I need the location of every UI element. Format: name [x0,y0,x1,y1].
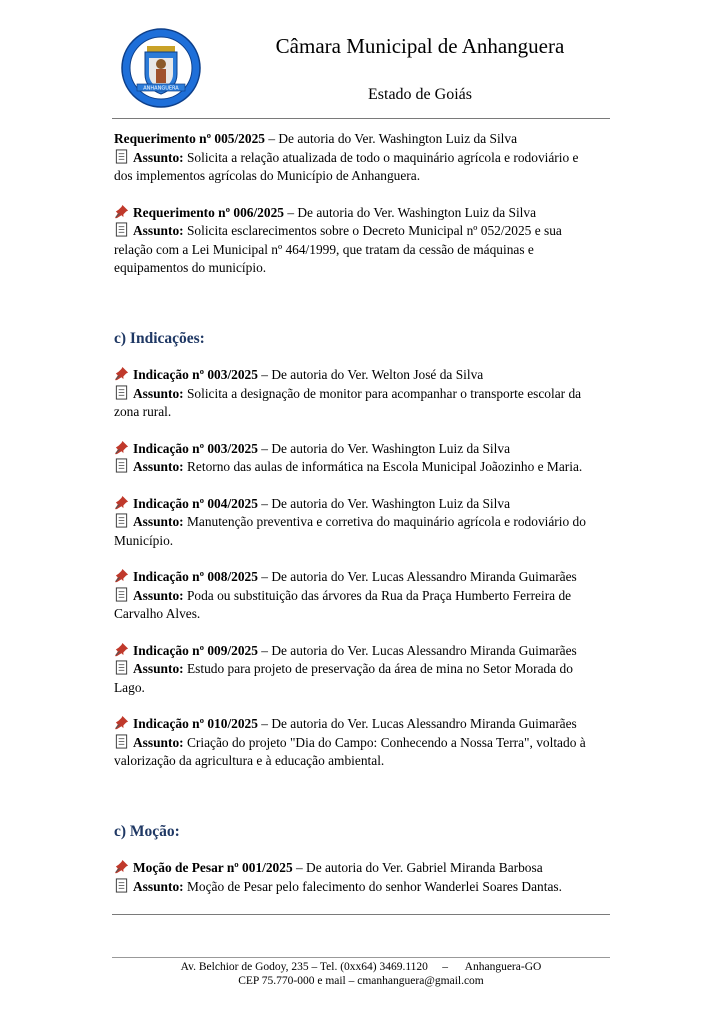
item-author: – De autoria do Ver. Lucas Alessandro Miranda Guimarães [257,642,577,658]
item-title: Requerimento nº 005/2025 [114,131,265,146]
item-author: – De autoria do Ver. Lucas Alessandro Miranda Guimarães [257,716,577,731]
subject-label: Assunto: [133,223,184,238]
page-icon [114,513,129,528]
subject-text: Carvalho Alves. [114,606,201,621]
document-body [114,130,634,896]
pushpin-icon [114,495,129,510]
subject-text: relação com a Lei Municipal nº 464/1999, que tratam da cessão de máquinas e [114,241,534,257]
page-footer [112,960,610,988]
item-title: Indicação nº 008/2025 [133,569,258,584]
state-subtitle: Estado de Goiás [368,86,472,103]
pushpin-icon [114,859,129,874]
pushpin-icon [114,642,129,657]
pushpin-icon [114,568,129,583]
indicacao-item [114,366,634,422]
page-icon [114,660,129,675]
page-icon [114,734,129,749]
indicacao-item [114,642,634,698]
content-end-divider [112,914,610,915]
subject-label: Assunto: [133,514,184,529]
item-title: Moção de Pesar nº 001/2025 [133,860,293,875]
mocao-item [114,859,634,896]
page-icon [114,878,129,893]
subject-label: Assunto: [133,661,184,676]
section-heading-mocao: c) Moção: [114,822,180,840]
subject-text: Moção de Pesar pelo falecimento do senhor Wanderlei Soares Dantas. [186,878,562,894]
item-title: Indicação nº 010/2025 [133,716,258,731]
subject-text: zona rural. [114,404,172,419]
item-title: Indicação nº 004/2025 [133,495,258,511]
pushpin-icon [114,440,129,455]
subject-label: Assunto: [133,878,184,894]
subject-label: Assunto: [133,385,184,401]
pushpin-icon [114,366,129,381]
subject-text: equipamentos do município. [114,260,267,275]
subject-text: Estudo para projeto de preservação da área de mina no Setor Morada do [186,661,573,676]
subject-text: Solicita esclarecimentos sobre o Decreto Municipal nº 052/2025 e sua [186,223,562,238]
municipal-seal-logo [121,28,201,108]
page-icon [114,587,129,602]
item-title: Requerimento nº 006/2025 [133,204,284,220]
page-icon [114,149,129,164]
item-author: – De autoria do Ver. Washington Luiz da Silva [257,495,511,511]
item-title: Indicação nº 003/2025 [133,367,258,382]
subject-text: Solicita a designação de monitor para acompanhar o transporte escolar da [186,385,582,401]
item-title: Indicação nº 009/2025 [133,642,258,658]
subject-label: Assunto: [133,459,184,474]
footer-divider [112,957,610,958]
item-author: – De autoria do Ver. Washington Luiz da Silva [264,131,518,146]
indicacao-item [114,568,634,624]
item-author: – De autoria do Ver. Washington Luiz da Silva [257,440,511,456]
subject-text: Retorno das aulas de informática na Escola Municipal Joãozinho e Maria. [186,459,583,474]
subject-text: Criação do projeto "Dia do Campo: Conhecendo a Nossa Terra", voltado à [186,734,586,750]
requerimento-item [114,130,634,186]
subject-text: Manutenção preventiva e corretiva do maquinário agrícola e rodoviário do [186,514,586,529]
indicacao-item [114,440,634,477]
institution-title: Câmara Municipal de Anhanguera [275,34,565,58]
item-author: – De autoria do Ver. Gabriel Miranda Barbosa [292,860,543,875]
seal-banner-text: ANHANGUERA [143,85,179,92]
footer-contact: CEP 75.770-000 e mail – cmanhanguera@gmail.com [238,975,484,987]
page-icon [114,222,129,237]
subject-text: dos implementos agrícolas do Município de Anhanguera. [114,168,421,183]
section-heading-indicacoes: c) Indicações: [114,329,205,347]
subject-label: Assunto: [133,149,184,165]
page-icon [114,458,129,473]
item-author: – De autoria do Ver. Lucas Alessandro Miranda Guimarães [257,569,577,584]
indicacao-item [114,495,634,551]
pushpin-icon [114,204,129,219]
header-divider [112,118,610,119]
subject-text: Solicita a relação atualizada de todo o maquinário agrícola e rodoviário e [186,149,579,165]
page-icon [114,385,129,400]
pushpin-icon [114,715,129,730]
requerimento-item [114,204,634,278]
footer-address: Av. Belchior de Godoy, 235 – Tel. (0xx64) 3469.1120 – Anhanguera-GO [180,961,542,973]
item-author: – De autoria do Ver. Welton José da Silva [257,367,484,382]
item-title: Indicação nº 003/2025 [133,440,258,456]
subject-label: Assunto: [133,734,184,750]
subject-text: Poda ou substituição das árvores da Rua da Praça Humberto Ferreira de [186,587,572,603]
item-author: – De autoria do Ver. Washington Luiz da Silva [283,204,537,220]
indicacao-item [114,715,634,771]
subject-text: valorização da agricultura e à educação ambiental. [114,753,385,768]
subject-text: Município. [114,532,174,548]
subject-label: Assunto: [133,587,184,603]
subject-text: Lago. [114,679,145,695]
